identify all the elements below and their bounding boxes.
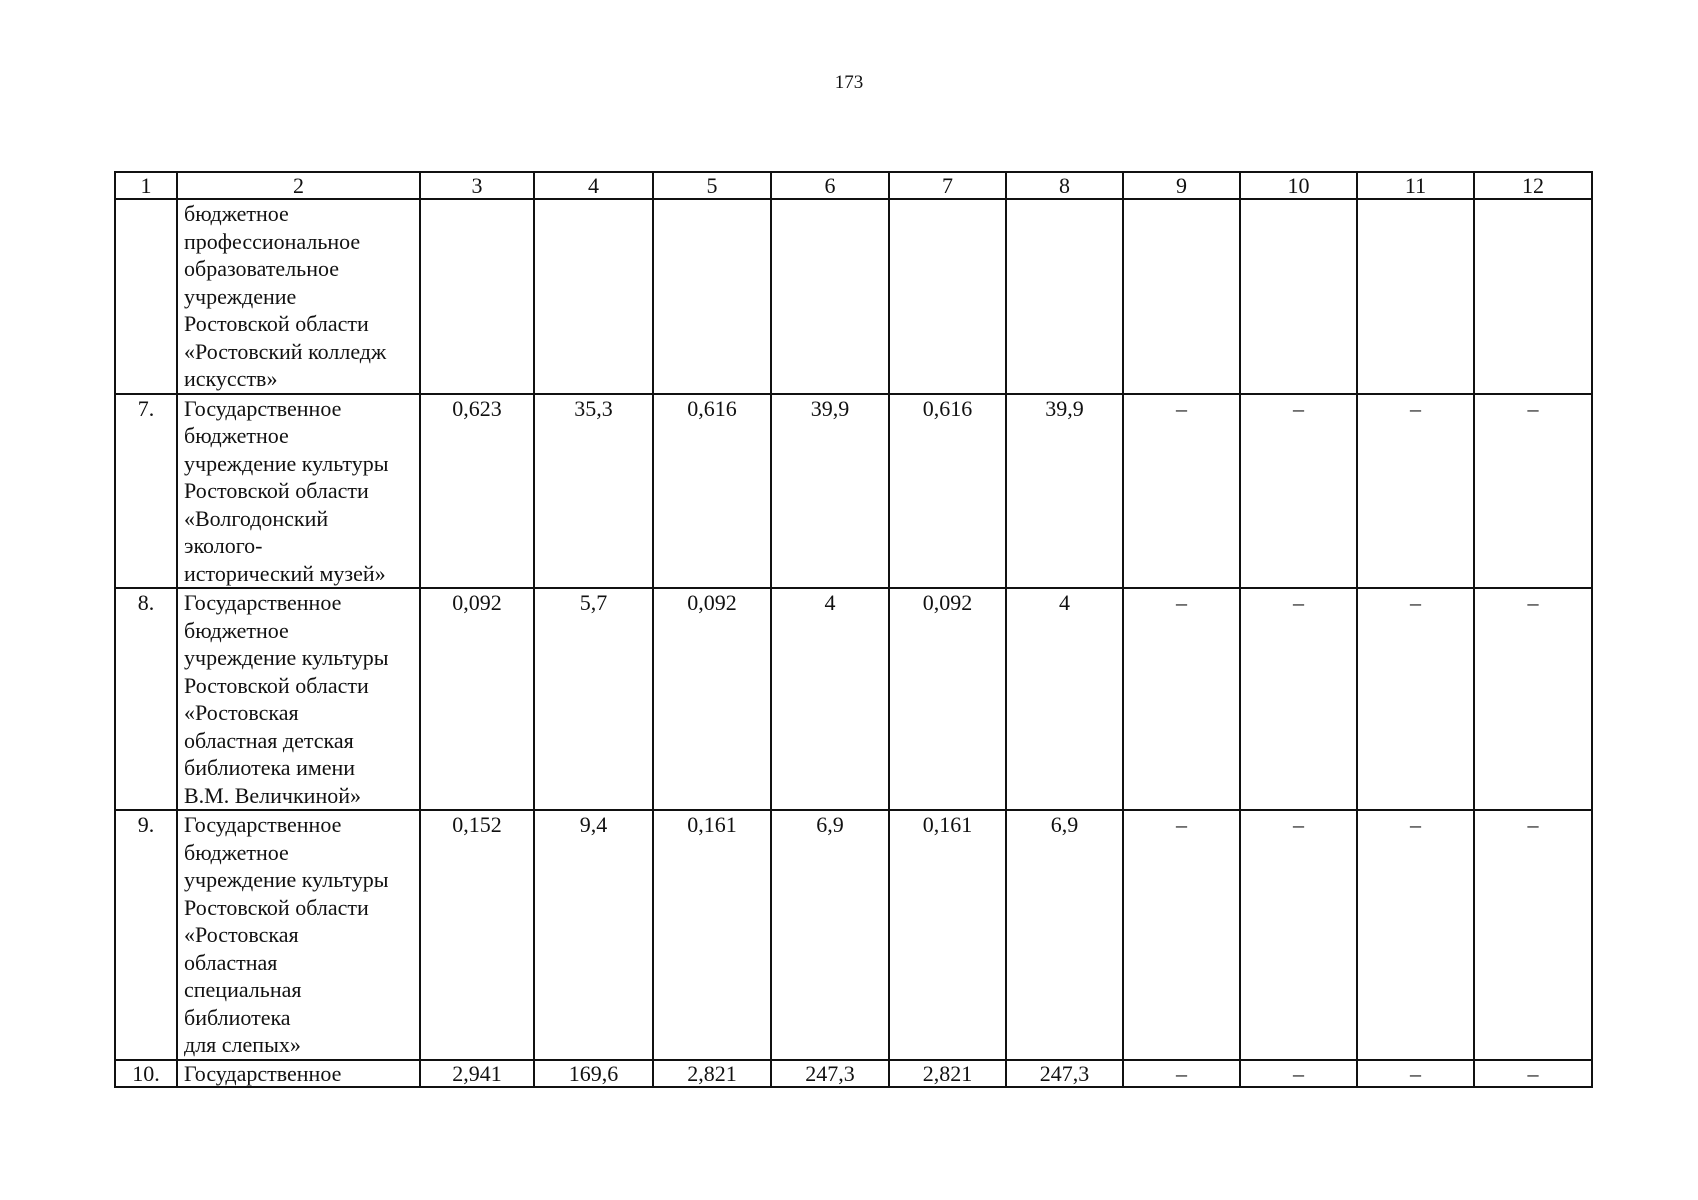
cell-value xyxy=(1240,199,1357,394)
cell-value: 39,9 xyxy=(1006,394,1123,589)
cell-value xyxy=(1357,199,1474,394)
cell-value: 6,9 xyxy=(1006,810,1123,1060)
column-header: 1 xyxy=(115,172,177,199)
cell-value: – xyxy=(1474,588,1592,810)
table-header-row xyxy=(115,172,1592,199)
cell-value: 35,3 xyxy=(534,394,653,589)
row-number xyxy=(115,199,177,394)
cell-value: – xyxy=(1123,394,1240,589)
cell-value: – xyxy=(1240,810,1357,1060)
cell-value: 0,616 xyxy=(653,394,771,589)
institution-name: Государственное бюджетное учреждение культуры Ростовской области «Ростовская областная специальная библиотека для слепых» xyxy=(177,810,420,1060)
column-header: 6 xyxy=(771,172,889,199)
cell-value xyxy=(534,199,653,394)
cell-value: 0,092 xyxy=(889,588,1006,810)
cell-value: 2,821 xyxy=(889,1060,1006,1087)
cell-value: 0,092 xyxy=(653,588,771,810)
institution-name: Государственное бюджетное учреждение культуры Ростовской области «Волгодонский эколого- исторический музей» xyxy=(177,394,420,589)
cell-value: 0,161 xyxy=(889,810,1006,1060)
cell-value: 169,6 xyxy=(534,1060,653,1087)
cell-value xyxy=(420,199,534,394)
row-number: 8. xyxy=(115,588,177,810)
column-header: 2 xyxy=(177,172,420,199)
cell-value: 0,152 xyxy=(420,810,534,1060)
institution-name: Государственное бюджетное учреждение культуры Ростовской области «Ростовская областная детская библиотека имени В.М. Величкиной» xyxy=(177,588,420,810)
cell-value: – xyxy=(1123,1060,1240,1087)
column-header: 12 xyxy=(1474,172,1592,199)
cell-value: – xyxy=(1240,1060,1357,1087)
cell-value: – xyxy=(1474,394,1592,589)
institution-name: Государственное xyxy=(177,1060,420,1087)
cell-value: 2,821 xyxy=(653,1060,771,1087)
cell-value: 247,3 xyxy=(771,1060,889,1087)
column-header: 7 xyxy=(889,172,1006,199)
table-row xyxy=(115,199,1592,394)
cell-value: 4 xyxy=(771,588,889,810)
cell-value xyxy=(771,199,889,394)
cell-value: 0,616 xyxy=(889,394,1006,589)
column-header: 8 xyxy=(1006,172,1123,199)
cell-value: 0,161 xyxy=(653,810,771,1060)
row-number: 9. xyxy=(115,810,177,1060)
cell-value xyxy=(653,199,771,394)
column-header: 11 xyxy=(1357,172,1474,199)
page-number: 173 xyxy=(834,72,864,93)
cell-value xyxy=(889,199,1006,394)
column-header: 9 xyxy=(1123,172,1240,199)
cell-value: – xyxy=(1123,588,1240,810)
column-header: 4 xyxy=(534,172,653,199)
cell-value: – xyxy=(1357,1060,1474,1087)
table-row xyxy=(115,1060,1592,1087)
cell-value: – xyxy=(1123,810,1240,1060)
column-header: 10 xyxy=(1240,172,1357,199)
cell-value: 6,9 xyxy=(771,810,889,1060)
cell-value: – xyxy=(1240,394,1357,589)
cell-value: 5,7 xyxy=(534,588,653,810)
cell-value: 0,092 xyxy=(420,588,534,810)
cell-value xyxy=(1123,199,1240,394)
cell-value: – xyxy=(1357,810,1474,1060)
cell-value: 4 xyxy=(1006,588,1123,810)
institution-name: бюджетное профессиональное образовательное учреждение Ростовской области «Ростовский колледж искусств» xyxy=(177,199,420,394)
column-header: 5 xyxy=(653,172,771,199)
cell-value xyxy=(1474,199,1592,394)
cell-value: – xyxy=(1474,810,1592,1060)
table-row xyxy=(115,810,1592,1060)
table-row xyxy=(115,394,1592,589)
cell-value: – xyxy=(1474,1060,1592,1087)
row-number: 7. xyxy=(115,394,177,589)
cell-value: – xyxy=(1357,588,1474,810)
cell-value: 247,3 xyxy=(1006,1060,1123,1087)
column-header: 3 xyxy=(420,172,534,199)
cell-value: 0,623 xyxy=(420,394,534,589)
cell-value: 2,941 xyxy=(420,1060,534,1087)
cell-value: – xyxy=(1357,394,1474,589)
data-table xyxy=(114,171,1593,1088)
row-number: 10. xyxy=(115,1060,177,1087)
cell-value: 39,9 xyxy=(771,394,889,589)
cell-value: – xyxy=(1240,588,1357,810)
cell-value: 9,4 xyxy=(534,810,653,1060)
table-row xyxy=(115,588,1592,810)
cell-value xyxy=(1006,199,1123,394)
